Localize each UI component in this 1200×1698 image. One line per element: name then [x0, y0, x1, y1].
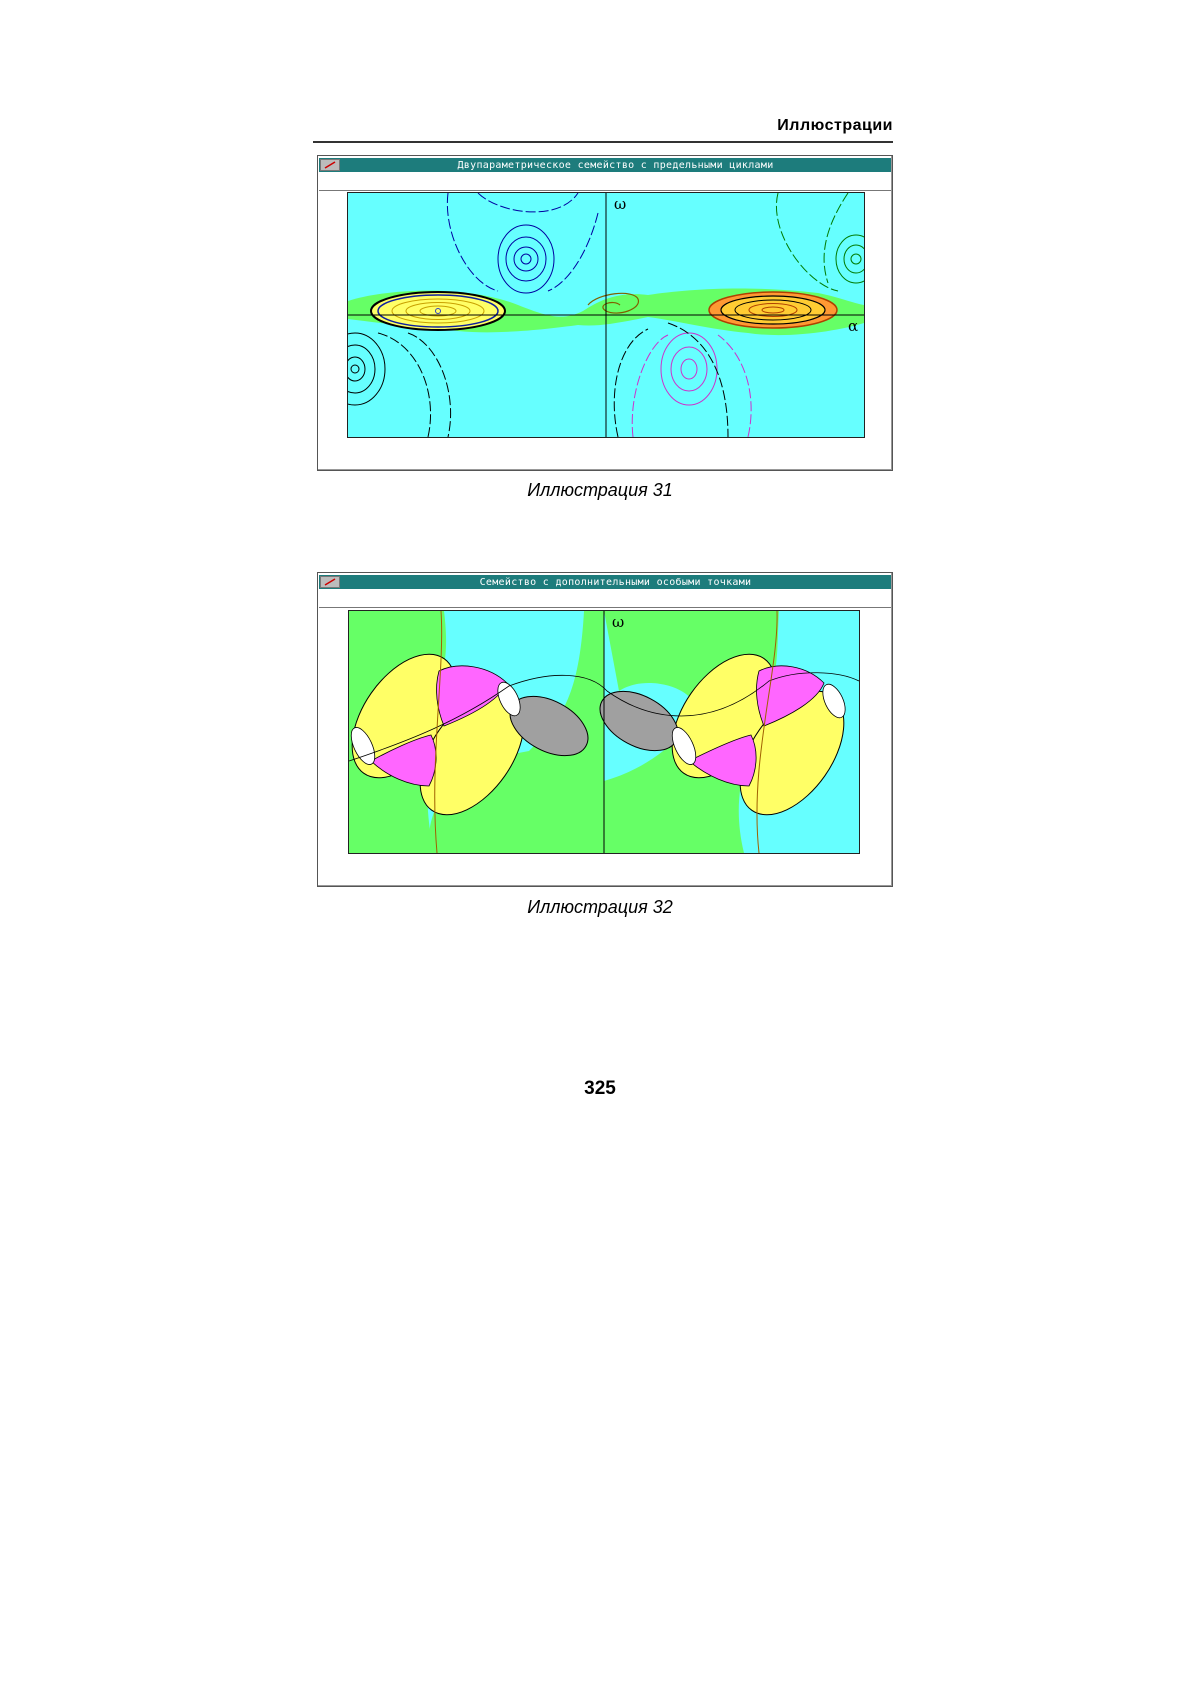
- header-rule: [313, 141, 893, 143]
- system-menu-icon: [323, 161, 337, 169]
- basin-portrait-32: [348, 610, 860, 854]
- figure-32-window: [317, 572, 893, 887]
- left-limit-cycle: [371, 292, 505, 330]
- figure-31-titlebar: [319, 158, 891, 172]
- system-menu-button[interactable]: [320, 159, 340, 171]
- basin-portrait-32-svg: [349, 611, 859, 853]
- figure-32-titlebar: [319, 575, 891, 589]
- figure-31-window: [317, 155, 893, 471]
- running-head: Иллюстрации: [777, 117, 893, 134]
- omega-axis-label: ω: [612, 613, 625, 631]
- phase-portrait-31-svg: [348, 193, 864, 437]
- figure-31-window-title: Двупараметрическое семейство с предельными циклами: [457, 159, 774, 171]
- figure-32-menubar: [319, 591, 891, 608]
- phase-portrait-31: [347, 192, 865, 438]
- page-number: 325: [584, 1078, 616, 1099]
- figure-31-caption: Иллюстрация 31: [527, 480, 673, 500]
- green-focus: [776, 193, 864, 291]
- alpha-axis-label: α: [848, 317, 859, 335]
- figure-31-menubar: [319, 174, 891, 191]
- system-menu-icon: [323, 578, 337, 586]
- omega-axis-label: ω: [614, 195, 627, 213]
- figure-32-caption: Иллюстрация 32: [527, 897, 673, 917]
- blue-focus: [447, 193, 598, 293]
- black-focus: [348, 333, 451, 437]
- pink-focus: [632, 333, 751, 437]
- figure-32-window-title: Семейство с дополнительными особыми точками: [479, 576, 752, 588]
- system-menu-button[interactable]: [320, 576, 340, 588]
